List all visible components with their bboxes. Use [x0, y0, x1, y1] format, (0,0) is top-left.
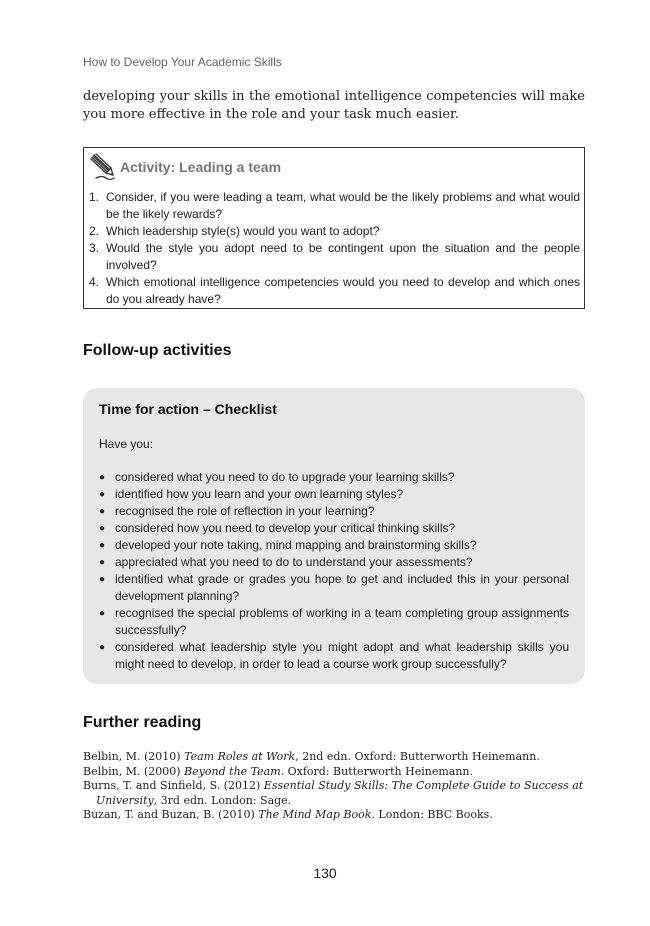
reference-entry: Burns, T. and Sinfield, S. (2012) Essential Study Skills: The Complete Guide to Success at University, 3rd edn. London: Sage.: [83, 779, 584, 807]
bullet-icon: ●: [99, 540, 106, 551]
reference-entry: Belbin, M. (2000) Beyond the Team. Oxford: Butterworth Heinemann.: [83, 764, 473, 778]
checklist-item: ● recognised the role of reflection in your learning?: [99, 504, 375, 518]
bullet-icon: ●: [99, 608, 106, 619]
bullet-icon: ●: [99, 523, 106, 534]
activity-item: 3. Would the style you adopt need to be contingent upon the situation and the people involved?: [89, 241, 580, 272]
reference-title: Beyond the Team: [184, 764, 281, 778]
activity-item: 4. Which emotional intelligence competencies would you need to develop and which ones do you already have?: [89, 275, 580, 306]
checklist-title: Time for action – Checklist: [99, 401, 277, 417]
bullet-icon: ●: [99, 472, 106, 483]
reference-entry: Belbin, M. (2010) Team Roles at Work, 2nd edn. Oxford: Butterworth Heinemann.: [83, 750, 540, 763]
bullet-icon: ●: [99, 642, 106, 653]
followup-heading: Follow-up activities: [83, 342, 232, 359]
reference-title: Essential Study Skills: The Complete Guide to Success at University: [96, 779, 584, 807]
activity-title: Activity: Leading a team: [120, 159, 282, 175]
checklist-item: ● recognised the special problems of working in a team completing group assignments successfully?: [99, 606, 569, 637]
checklist-intro: Have you:: [99, 437, 154, 451]
checklist-item: ● developed your note taking, mind mapping and brainstorming skills?: [99, 538, 477, 552]
bullet-icon: ●: [99, 489, 106, 500]
further-reading-heading: Further reading: [83, 714, 202, 731]
activity-list: [89, 189, 580, 308]
activity-item: 1. Consider, if you were leading a team, what would be the likely problems and what would be the likely rewards?: [89, 190, 580, 221]
activity-box: [83, 147, 585, 309]
reference-list: [83, 750, 588, 823]
checklist-item: ● considered how you need to develop your critical thinking skills?: [99, 521, 456, 535]
pencil-icon: [90, 153, 116, 181]
checklist-item: ● considered what you need to do to upgrade your learning skills?: [99, 470, 455, 484]
checklist-list: [99, 469, 569, 673]
checklist-item: ● considered what leadership style you might adopt and what leadership skills you might need to develop, in order to lead a course work group successfully?: [99, 640, 569, 671]
reference-entry: Buzan, T. and Buzan, B. (2010) The Mind Map Book. London: BBC Books.: [83, 808, 493, 821]
bullet-icon: ●: [99, 557, 106, 568]
checklist-item: ● identified how you learn and your own learning styles?: [99, 487, 404, 501]
bullet-icon: ●: [99, 506, 106, 517]
checklist-item: ● appreciated what you need to do to understand your assessments?: [99, 555, 473, 569]
running-head: How to Develop Your Academic Skills: [83, 55, 282, 69]
checklist-box: [83, 388, 585, 684]
page-number: 130: [313, 865, 337, 881]
intro-paragraph: developing your skills in the emotional intelligence competencies will make you more effective in the role and your task much easier.: [83, 89, 585, 122]
activity-header: [90, 152, 281, 182]
reference-title: Team Roles at Work: [184, 750, 296, 763]
bullet-icon: ●: [99, 574, 106, 585]
activity-item: 2. Which leadership style(s) would you want to adopt?: [89, 224, 380, 238]
reference-title: The Mind Map Book: [258, 808, 372, 821]
checklist-item: ● identified what grade or grades you hope to get and included this in your personal development planning?: [99, 572, 569, 603]
